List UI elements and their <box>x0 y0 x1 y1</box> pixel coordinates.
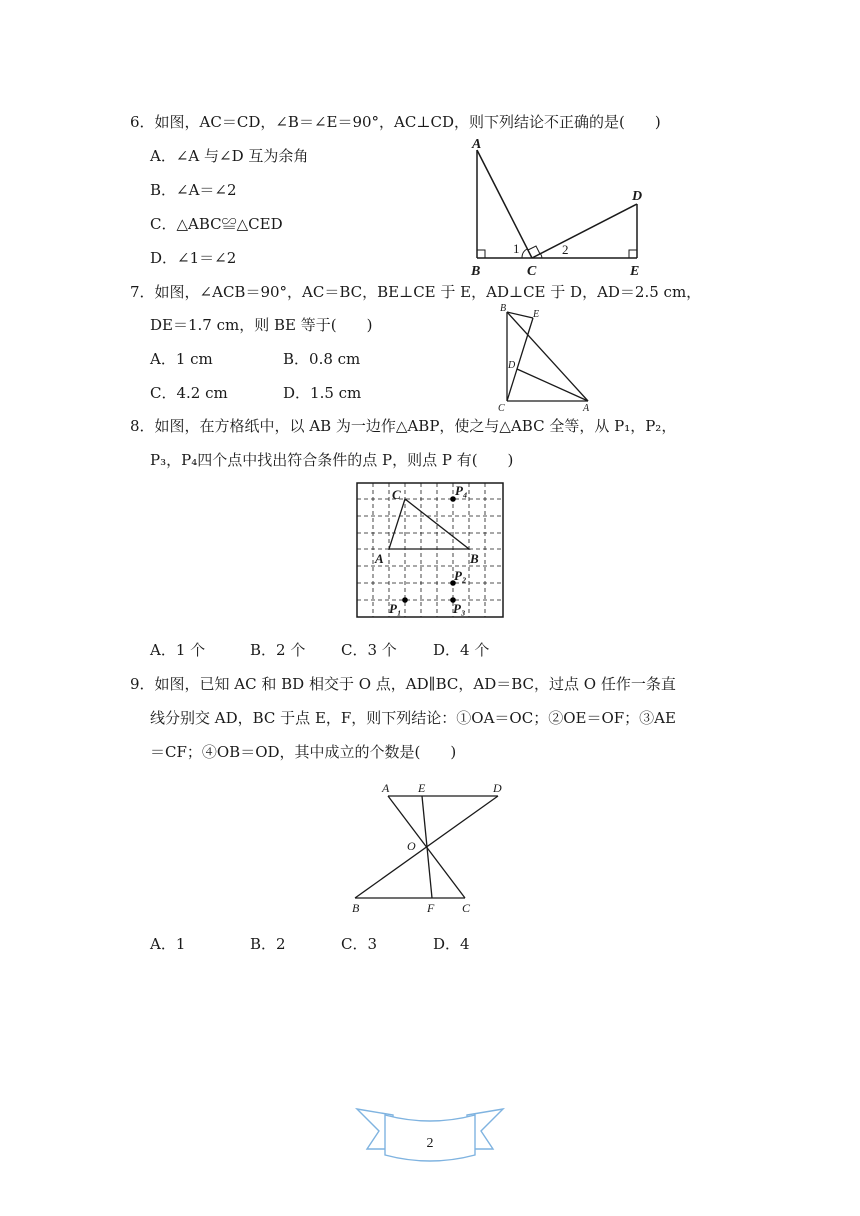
q9-option-d: D．4 <box>433 935 470 953</box>
q7-option-c: C．4.2 cm <box>150 384 228 402</box>
q6-option-c: C．△ABC≌△CED <box>150 215 283 233</box>
q8-grid-figure <box>355 480 505 620</box>
q9-segment-ef <box>422 796 432 898</box>
q8-triangle-abc <box>389 499 469 549</box>
q8-point-p1 <box>402 597 408 603</box>
q9-option-c: C．3 <box>341 935 378 953</box>
page-number: 2 <box>426 1136 434 1151</box>
q8-label-p3: P₃ <box>453 601 466 616</box>
q6-option-d: D．∠1＝∠2 <box>150 249 237 267</box>
q9-label-a: A <box>382 781 390 795</box>
q6-label-d: D <box>632 189 643 204</box>
q7-label-a: A <box>583 403 590 414</box>
q6-label-a: A <box>472 137 482 152</box>
q9-stem-line3: ＝CF；④OB＝OD，其中成立的个数是( ) <box>150 743 457 761</box>
q6-label-c: C <box>527 264 537 279</box>
q9-stem-line2: 线分别交 AD，BC 于点 E，F，则下列结论：①OA＝OC；②OE＝OF；③AE <box>150 709 676 727</box>
q7-label-d: D <box>508 360 516 371</box>
q9-option-a: A．1 <box>150 935 186 953</box>
q8-grid-border <box>357 483 503 617</box>
q7-stem-line1: 7．如图，∠ACB＝90°，AC＝BC，BE⊥CE 于 E，AD⊥CE 于 D，AD＝2.5 cm， <box>130 283 702 301</box>
q8-label-p1: P₁ <box>389 601 402 616</box>
q6-option-b: B．∠A＝∠2 <box>150 181 237 199</box>
q7-label-c: C <box>498 403 505 414</box>
q6-right-angle-e <box>629 250 637 258</box>
q6-label-angle-1: 1 <box>513 241 520 256</box>
q8-label-a: A <box>375 551 384 566</box>
q9-label-o: O <box>407 839 416 853</box>
q9-stem-line1: 9．如图，已知 AC 和 BD 相交于 O 点，AD∥BC，AD＝BC，过点 O 任作一条直 <box>130 675 676 693</box>
q8-option-a: A．1 个 <box>150 641 206 659</box>
q8-option-c: C．3 个 <box>341 641 397 659</box>
q9-label-b: B <box>352 901 360 915</box>
q9-label-e: E <box>418 781 426 795</box>
q8-stem-line1: 8．如图，在方格纸中，以 AB 为一边作△ABP，使之与△ABC 全等，从 P₁，P₂， <box>130 417 677 435</box>
q8-option-b: B．2 个 <box>250 641 306 659</box>
q6-figure <box>460 132 660 282</box>
q7-option-d: D．1.5 cm <box>283 384 362 402</box>
q7-option-a: A．1 cm <box>150 350 213 368</box>
q8-label-p4: P₄ <box>455 483 468 498</box>
q6-label-angle-2: 2 <box>562 242 569 257</box>
q8-label-b: B <box>470 551 479 566</box>
q7-segment-ab <box>507 312 588 401</box>
q6-segment-cd <box>532 204 637 258</box>
q6-label-b: B <box>471 264 481 279</box>
q9-option-b: B．2 <box>250 935 286 953</box>
q7-segment-ad <box>517 369 588 401</box>
q8-label-c: C <box>392 487 401 502</box>
q8-label-p2: P₂ <box>454 568 467 583</box>
q6-option-a: A．∠A 与∠D 互为余角 <box>150 147 309 165</box>
q8-option-d: D．4 个 <box>433 641 490 659</box>
q6-stem: 6．如图，AC＝CD，∠B＝∠E＝90°，AC⊥CD，则下列结论不正确的是( ) <box>130 113 661 131</box>
q7-stem-line2: DE＝1.7 cm，则 BE 等于( ) <box>150 316 373 334</box>
q9-label-d: D <box>493 781 502 795</box>
q6-segment-ac <box>477 150 532 258</box>
q9-label-f: F <box>427 901 435 915</box>
q6-angle-arc-1 <box>522 249 527 258</box>
q6-label-e: E <box>630 264 640 279</box>
q9-figure <box>345 778 515 918</box>
q8-stem-line2: P₃，P₄四个点中找出符合条件的点 P，则点 P 有( ) <box>150 451 514 469</box>
page-number-ribbon <box>355 1105 505 1165</box>
q7-figure <box>495 300 600 415</box>
q7-label-e: E <box>533 309 540 320</box>
q6-right-angle-b <box>477 250 485 258</box>
q7-label-b: B <box>500 303 507 314</box>
q9-label-c: C <box>462 901 471 915</box>
q7-option-b: B．0.8 cm <box>283 350 361 368</box>
